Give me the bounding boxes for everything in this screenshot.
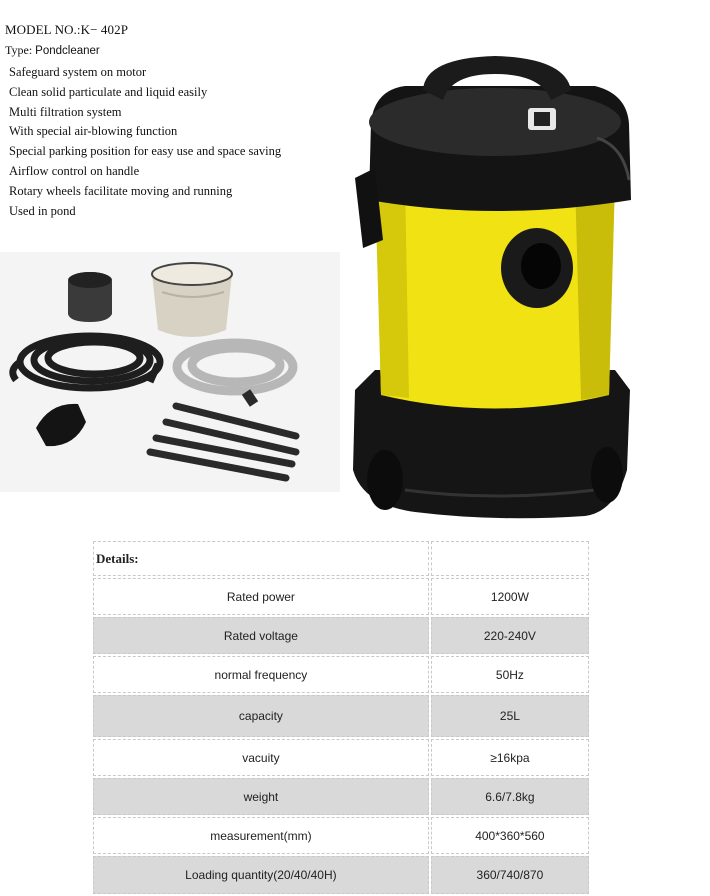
spec-label: weight — [93, 778, 429, 815]
model-number: MODEL NO.:K− 402P — [5, 22, 129, 37]
spec-label: Rated power — [93, 578, 429, 615]
table-row — [93, 578, 589, 615]
details-table — [91, 539, 591, 896]
table-row — [93, 817, 589, 854]
spec-label: Loading quantity(20/40/40H) — [93, 856, 429, 894]
spec-label: vacuity — [93, 739, 429, 776]
feature-item: Rotary wheels facilitate moving and running — [9, 183, 233, 198]
spec-value: 360/740/870 — [431, 856, 589, 894]
table-row — [93, 656, 589, 693]
feature-item: With special air-blowing function — [9, 124, 178, 139]
feature-item: Safeguard system on motor — [9, 65, 147, 79]
details-header-blank — [431, 541, 589, 576]
feature-item: Special parking position for easy use and space saving — [9, 144, 282, 159]
spec-label: measurement(mm) — [93, 817, 429, 854]
spec-label: capacity — [93, 695, 429, 737]
spec-label: normal frequency — [93, 656, 429, 693]
type-line — [5, 43, 100, 58]
table-row — [93, 778, 589, 815]
feature-list — [9, 64, 281, 222]
spec-value: 25L — [431, 695, 589, 737]
details-heading: Details: — [93, 541, 429, 576]
feature-item: Clean solid particulate and liquid easily — [9, 84, 208, 99]
spec-value: 6.6/7.8kg — [431, 778, 589, 815]
type-value: Pondcleaner — [35, 45, 100, 57]
feature-item: Airflow control on handle — [9, 163, 140, 178]
table-row — [93, 856, 589, 894]
accessories-image — [0, 252, 340, 492]
spec-value: ≥16kpa — [431, 739, 589, 776]
table-row — [93, 617, 589, 654]
feature-item: Used in pond — [9, 203, 76, 218]
table-row — [93, 739, 589, 776]
type-label: Type: — [5, 43, 33, 57]
spec-value: 50Hz — [431, 656, 589, 693]
spec-value: 220-240V — [431, 617, 589, 654]
cloth-filter — [152, 263, 232, 337]
details-header-row — [93, 541, 589, 576]
sponge-filter — [68, 272, 112, 322]
spec-value: 1200W — [431, 578, 589, 615]
spec-label: Rated voltage — [93, 617, 429, 654]
feature-item: Multi filtration system — [9, 104, 122, 119]
spec-value: 400*360*560 — [431, 817, 589, 854]
vacuum-cleaner-image — [345, 50, 645, 525]
table-row — [93, 695, 589, 737]
